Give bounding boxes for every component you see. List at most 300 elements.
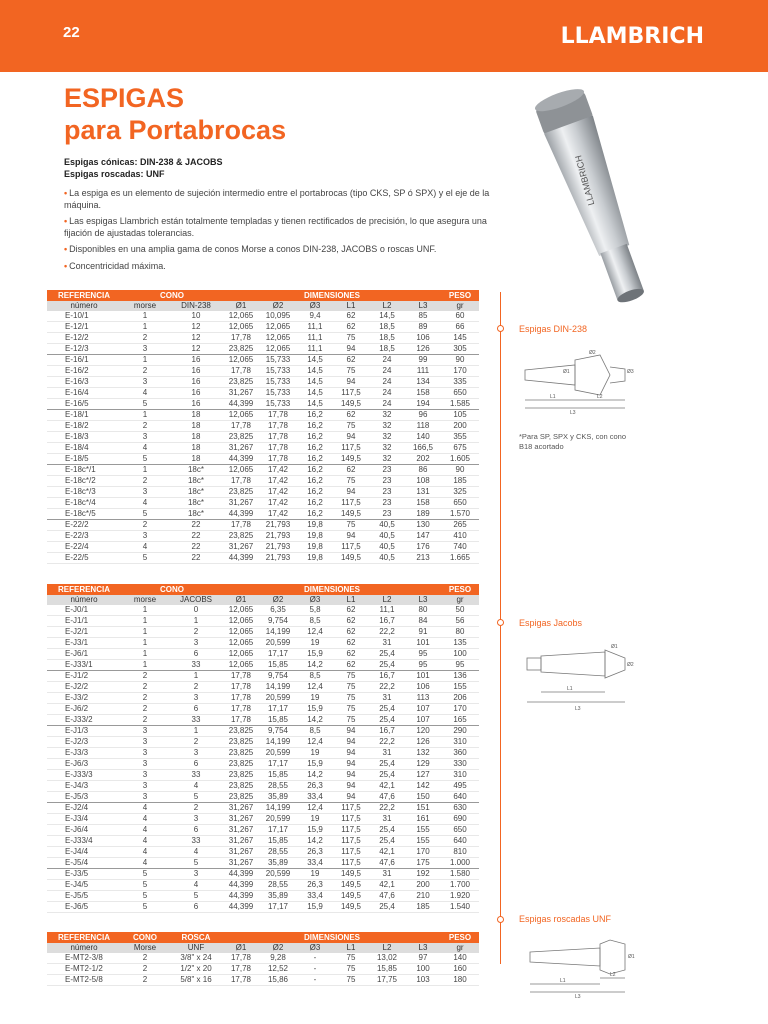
table-cell: 170: [416, 847, 430, 856]
table-cell: 44,399: [223, 869, 259, 880]
table-cell: 206: [453, 693, 467, 702]
dim-l2: L2: [597, 394, 603, 400]
table-cell: 105: [441, 410, 479, 421]
jacobs-table: [47, 584, 479, 913]
table-cell: 15,9: [307, 649, 323, 658]
table-cell: 12: [191, 333, 201, 342]
table-cell: 23,825: [223, 726, 259, 737]
unf-label: Espigas roscadas UNF: [519, 914, 612, 924]
table-cell: 23,825: [228, 377, 254, 386]
table-cell: 117,5: [341, 498, 361, 507]
table-cell: 1.605: [449, 454, 471, 463]
table-cell: 17,78: [230, 682, 252, 691]
feature-list: [64, 188, 494, 277]
table-cell: 28,55: [267, 880, 289, 889]
table-cell: 5: [193, 858, 199, 867]
table-row: [47, 737, 479, 748]
table-cell: E-18c*/1: [47, 465, 121, 476]
table-cell: 151: [405, 803, 441, 814]
dim-d1: Ø1: [611, 644, 618, 650]
table-row: [47, 388, 479, 399]
dim-l3: L3: [575, 994, 581, 1000]
table-cell: 12,065: [223, 355, 259, 366]
table-cell: E-J33/1: [65, 660, 93, 669]
table-cell: 310: [453, 737, 467, 746]
table-cell: 17,17: [267, 825, 289, 834]
table-cell: 136: [441, 671, 479, 682]
table-cell: 19,8: [307, 531, 323, 540]
table-cell: 19: [310, 748, 320, 757]
col-group-peso: PESO: [441, 932, 479, 943]
table-cell: E-18/1: [47, 410, 121, 421]
table-cell: 2: [121, 671, 169, 682]
table-cell: 25,4: [379, 902, 395, 911]
table-row: [47, 498, 479, 509]
product-engraving: LLAMBRICH: [573, 154, 597, 207]
table-cell: 20,599: [265, 693, 291, 702]
table-cell: 18c*: [187, 509, 204, 518]
table-cell: 17,42: [267, 487, 289, 496]
table-row: [47, 355, 479, 366]
table-cell: 1: [169, 726, 223, 737]
table-cell: 18: [169, 410, 223, 421]
table-cell: 99: [405, 355, 441, 366]
table-cell: 15,9: [307, 759, 323, 768]
table-cell: 31: [382, 748, 392, 757]
table-cell: 25,4: [379, 770, 395, 779]
table-cell: 18c*: [187, 498, 204, 507]
table-cell: 94: [346, 432, 356, 441]
table-cell: E-12/3: [65, 344, 89, 353]
table-cell: 134: [416, 377, 430, 386]
table-cell: 9,28: [270, 953, 286, 962]
table-cell: 23,825: [228, 432, 254, 441]
table-cell: 194: [416, 399, 430, 408]
table-cell: 158: [416, 498, 430, 507]
table-row: [47, 964, 479, 975]
table-cell: 33,4: [307, 891, 323, 900]
table-cell: 740: [453, 542, 467, 551]
table-cell: 22: [169, 520, 223, 531]
table-cell: E-MT2-1/2: [65, 964, 103, 973]
table-cell: 25,4: [379, 825, 395, 834]
table-cell: E-16/3: [65, 377, 89, 386]
table-cell: E-18/5: [65, 454, 89, 463]
column-header: número: [47, 301, 121, 311]
table-cell: 1: [142, 627, 148, 636]
table-row: [47, 377, 479, 388]
table-cell: 2: [142, 964, 148, 973]
table-cell: 5,8: [309, 605, 321, 614]
table-cell: 40,5: [379, 531, 395, 540]
table-cell: 17,17: [267, 649, 289, 658]
table-cell: 4: [142, 498, 148, 507]
jacobs-drawing: [515, 638, 645, 713]
table-cell: 47,6: [379, 792, 395, 801]
table-cell: 16,2: [307, 454, 323, 463]
table-cell: 8,5: [297, 671, 333, 682]
col-group-referencia: REFERENCIA: [47, 290, 121, 301]
column-header: número: [47, 943, 121, 953]
table-cell: E-J5/3: [65, 792, 89, 801]
column-header: L1: [333, 595, 369, 605]
table-cell: 107: [416, 715, 430, 724]
table-cell: 31,267: [228, 498, 254, 507]
table-cell: 19,8: [297, 520, 333, 531]
table-cell: 12,065: [265, 322, 291, 331]
table-row: [47, 443, 479, 454]
table-cell: 31: [382, 638, 392, 647]
column-header: UNF: [169, 943, 223, 953]
table-cell: 2: [142, 366, 148, 375]
table-cell: 42,1: [379, 781, 395, 790]
feature-item: • Concentricidad máxima.: [64, 261, 494, 273]
table-cell: 3: [169, 869, 223, 880]
table-cell: -: [313, 975, 317, 984]
table-cell: 106: [416, 682, 430, 691]
feature-item: • La espiga es un elemento de sujeción intermedio entre el portabrocas (tipo CKS, SP ó SPX) y el eje de la máquina.: [64, 188, 494, 211]
table-row: [47, 869, 479, 880]
table-cell: 12,065: [228, 638, 254, 647]
table-cell: 62: [346, 649, 356, 658]
table-cell: 16,2: [307, 487, 323, 496]
table-cell: 4: [142, 825, 148, 834]
table-cell: 23: [369, 465, 405, 476]
table-cell: 9,754: [259, 671, 297, 682]
table-cell: 12,4: [297, 803, 333, 814]
table-cell: 75: [333, 671, 369, 682]
table-cell: 100: [416, 964, 430, 973]
table-cell: 18,5: [379, 333, 395, 342]
table-cell: 31: [382, 693, 392, 702]
table-cell: 75: [346, 366, 356, 375]
table-cell: E-J33/4: [65, 836, 93, 845]
table-cell: E-J2/1: [65, 627, 89, 636]
table-cell: 75: [333, 520, 369, 531]
table-cell: 94: [346, 737, 356, 746]
table-cell: 16,2: [307, 421, 323, 430]
column-header: gr: [441, 943, 479, 953]
table-cell: 18: [191, 432, 201, 441]
table-cell: E-22/5: [65, 553, 89, 562]
table-cell: 22,2: [379, 737, 395, 746]
table-cell: 16,2: [307, 432, 323, 441]
table-cell: E-J4/4: [65, 847, 89, 856]
table-cell: 2: [142, 476, 148, 485]
table-cell: 35,89: [267, 792, 289, 801]
table-cell: 650: [453, 825, 467, 834]
col-group-cono: CONO: [121, 290, 223, 301]
table-cell: 335: [453, 377, 467, 386]
table-cell: 22: [191, 531, 201, 540]
table-cell: 26,3: [307, 880, 323, 889]
table-cell: 12,065: [265, 344, 291, 353]
table-cell: 18c*: [169, 465, 223, 476]
table-cell: 650: [453, 388, 467, 397]
table-cell: 15,733: [265, 377, 291, 386]
table-cell: 89: [418, 322, 428, 331]
dim-l1: L1: [560, 978, 566, 984]
table-cell: 96: [405, 410, 441, 421]
table-cell: 1: [121, 465, 169, 476]
table-row: [47, 465, 479, 476]
table-cell: 170: [453, 704, 467, 713]
table-cell: 23: [382, 487, 392, 496]
col-group-dimensiones: DIMENSIONES: [223, 290, 441, 301]
table-cell: 80: [455, 627, 465, 636]
table-cell: 23: [382, 476, 392, 485]
table-cell: 4: [142, 858, 148, 867]
table-cell: 17,78: [267, 432, 289, 441]
table-cell: 16,2: [307, 476, 323, 485]
table-cell: 17,42: [267, 509, 289, 518]
table-cell: 2: [193, 737, 199, 746]
table-cell: 495: [453, 781, 467, 790]
table-cell: 640: [453, 836, 467, 845]
table-cell: 20,599: [259, 869, 297, 880]
table-cell: E-J2/4: [47, 803, 121, 814]
table-row: [47, 627, 479, 638]
table-cell: 18: [191, 443, 201, 452]
table-cell: 86: [405, 465, 441, 476]
table-cell: 1.665: [449, 553, 471, 562]
table-cell: 16,2: [307, 498, 323, 507]
table-cell: 17,78: [223, 520, 259, 531]
table-cell: 290: [441, 726, 479, 737]
table-cell: 23,825: [228, 531, 254, 540]
table-cell: 14,5: [307, 388, 323, 397]
table-cell: 17,78: [259, 410, 297, 421]
table-cell: 130: [405, 520, 441, 531]
table-cell: E-J1/1: [65, 616, 89, 625]
table-row: [47, 638, 479, 649]
dim-l2: L2: [610, 972, 616, 978]
table-cell: 149,5: [340, 553, 362, 562]
table-row: [47, 693, 479, 704]
table-cell: 22,2: [369, 803, 405, 814]
table-cell: 44,399: [228, 399, 254, 408]
din-drawing: [515, 345, 645, 415]
table-cell: 94: [346, 759, 356, 768]
table-cell: 4: [142, 814, 148, 823]
table-cell: 17,42: [267, 498, 289, 507]
table-cell: 147: [416, 531, 430, 540]
table-cell: E-J4/5: [65, 880, 89, 889]
section-marker-unf: [497, 916, 504, 923]
table-cell: 4: [142, 388, 148, 397]
title-line-1: ESPIGAS: [64, 83, 185, 113]
table-cell: E-J5/4: [65, 858, 89, 867]
table-row: [47, 322, 479, 333]
table-cell: 126: [416, 344, 430, 353]
table-cell: 33: [191, 715, 201, 724]
table-cell: 25,4: [379, 836, 395, 845]
table-cell: 1/2" x 20: [180, 964, 212, 973]
dim-l3: L3: [575, 706, 581, 712]
table-cell: 5: [142, 902, 148, 911]
table-cell: 165: [453, 715, 467, 724]
table-cell: 35,89: [267, 891, 289, 900]
din-label: Espigas DIN-238: [519, 324, 588, 334]
table-cell: 126: [416, 737, 430, 746]
table-cell: 117,5: [341, 814, 361, 823]
table-cell: 31,267: [223, 803, 259, 814]
table-cell: 185: [453, 476, 467, 485]
column-header: morse: [121, 595, 169, 605]
table-cell: 14,199: [265, 682, 291, 691]
table-cell: 19: [310, 693, 320, 702]
table-cell: 325: [453, 487, 467, 496]
table-cell: 17,78: [267, 443, 289, 452]
table-cell: 85: [418, 311, 428, 320]
table-cell: 1: [142, 311, 148, 320]
table-cell: 33,4: [307, 858, 323, 867]
table-cell: 31: [382, 814, 392, 823]
table-cell: 94: [346, 344, 356, 353]
table-row: [47, 836, 479, 847]
table-cell: 1: [142, 638, 148, 647]
table-cell: 15,733: [265, 399, 291, 408]
table-cell: 1: [121, 410, 169, 421]
table-cell: 17,42: [267, 476, 289, 485]
table-cell: 16,7: [369, 671, 405, 682]
dim-d3: Ø3: [627, 369, 634, 375]
column-header: Ø1: [223, 301, 259, 311]
table-cell: E-18/3: [65, 432, 89, 441]
page-title: [64, 82, 286, 146]
table-cell: 2: [142, 682, 148, 691]
table-cell: 149,5: [340, 880, 362, 889]
table-row: [47, 715, 479, 726]
jacobs-label: Espigas Jacobs: [519, 618, 583, 628]
product-image: [505, 80, 705, 310]
table-cell: 42,1: [379, 847, 395, 856]
table-cell: 17,78: [267, 421, 289, 430]
table-cell: 75: [346, 476, 356, 485]
brand-logo: LLAMBRICH: [560, 24, 704, 49]
table-cell: 14,5: [307, 377, 323, 386]
column-header: Ø1: [223, 943, 259, 953]
table-cell: 17,78: [230, 953, 252, 962]
table-cell: 4: [142, 847, 148, 856]
table-cell: 17,78: [223, 671, 259, 682]
table-cell: 21,793: [265, 553, 291, 562]
table-cell: 1.585: [449, 399, 471, 408]
col-group-peso: PESO: [441, 584, 479, 595]
table-row: [47, 344, 479, 355]
column-header: L2: [369, 595, 405, 605]
table-cell: E-22/2: [47, 520, 121, 531]
table-cell: 2: [142, 704, 148, 713]
table-cell: E-16/1: [47, 355, 121, 366]
table-cell: 131: [416, 487, 430, 496]
table-cell: E-J33/3: [65, 770, 93, 779]
table-cell: 305: [453, 344, 467, 353]
table-cell: 15,85: [376, 964, 398, 973]
table-row: [47, 781, 479, 792]
table-cell: 94: [346, 487, 356, 496]
table-cell: 3: [142, 487, 148, 496]
table-cell: 23,825: [228, 781, 254, 790]
table-cell: 3: [193, 693, 199, 702]
table-cell: 170: [453, 366, 467, 375]
table-cell: 2: [142, 953, 148, 962]
table-cell: 18,5: [379, 322, 395, 331]
table-cell: 117,5: [341, 388, 361, 397]
table-cell: E-18/4: [65, 443, 89, 452]
table-cell: 23,825: [228, 770, 254, 779]
table-cell: 630: [441, 803, 479, 814]
table-row: [47, 649, 479, 660]
table-cell: 62: [346, 638, 356, 647]
table-cell: 22: [191, 542, 201, 551]
table-cell: 22: [191, 553, 201, 562]
table-cell: 8,5: [309, 616, 321, 625]
table-cell: 40,5: [369, 520, 405, 531]
table-cell: 31,267: [228, 388, 254, 397]
table-cell: 10,095: [265, 311, 291, 320]
column-header: número: [47, 595, 121, 605]
table-cell: E-J6/4: [65, 825, 89, 834]
table-row: [47, 726, 479, 737]
table-cell: 202: [416, 454, 430, 463]
table-row: [47, 759, 479, 770]
table-cell: 1.920: [449, 891, 471, 900]
table-cell: 17,78: [230, 366, 252, 375]
table-cell: 26,3: [307, 781, 323, 790]
table-cell: 16,7: [379, 616, 395, 625]
title-line-2: para Portabrocas: [64, 115, 287, 145]
table-cell: 32: [382, 443, 392, 452]
section-marker-jacobs: [497, 619, 504, 626]
column-header: L1: [333, 943, 369, 953]
table-cell: 94: [346, 748, 356, 757]
table-cell: E-18c*/5: [65, 509, 96, 518]
table-cell: 62: [346, 322, 356, 331]
dim-d1: Ø1: [628, 954, 635, 960]
table-cell: 6: [193, 902, 199, 911]
table-cell: 17,78: [230, 704, 252, 713]
table-cell: 62: [346, 627, 356, 636]
col-group-cono: CONO: [121, 584, 223, 595]
table-cell: 94: [346, 770, 356, 779]
table-cell: 94: [333, 726, 369, 737]
table-cell: E-12/1: [65, 322, 89, 331]
table-row: [47, 902, 479, 913]
table-cell: E-J1/3: [47, 726, 121, 737]
table-cell: 142: [416, 781, 430, 790]
table-cell: 16,7: [369, 726, 405, 737]
table-cell: 44,399: [228, 891, 254, 900]
table-cell: 200: [416, 880, 430, 889]
table-cell: 31,267: [228, 858, 254, 867]
table-cell: 158: [416, 388, 430, 397]
table-cell: 32: [369, 410, 405, 421]
table-cell: E-MT2-3/8: [65, 953, 103, 962]
table-cell: 410: [453, 531, 467, 540]
table-cell: 166,5: [412, 443, 434, 452]
table-cell: -: [313, 953, 317, 962]
table-cell: 2: [142, 421, 148, 430]
table-cell: 640: [453, 792, 467, 801]
table-cell: 127: [416, 770, 430, 779]
table-cell: E-22/4: [65, 542, 89, 551]
table-cell: 15,85: [267, 770, 289, 779]
table-cell: 97: [418, 953, 428, 962]
table-cell: E-16/2: [65, 366, 89, 375]
table-cell: 120: [405, 726, 441, 737]
table-cell: 40,5: [379, 542, 395, 551]
